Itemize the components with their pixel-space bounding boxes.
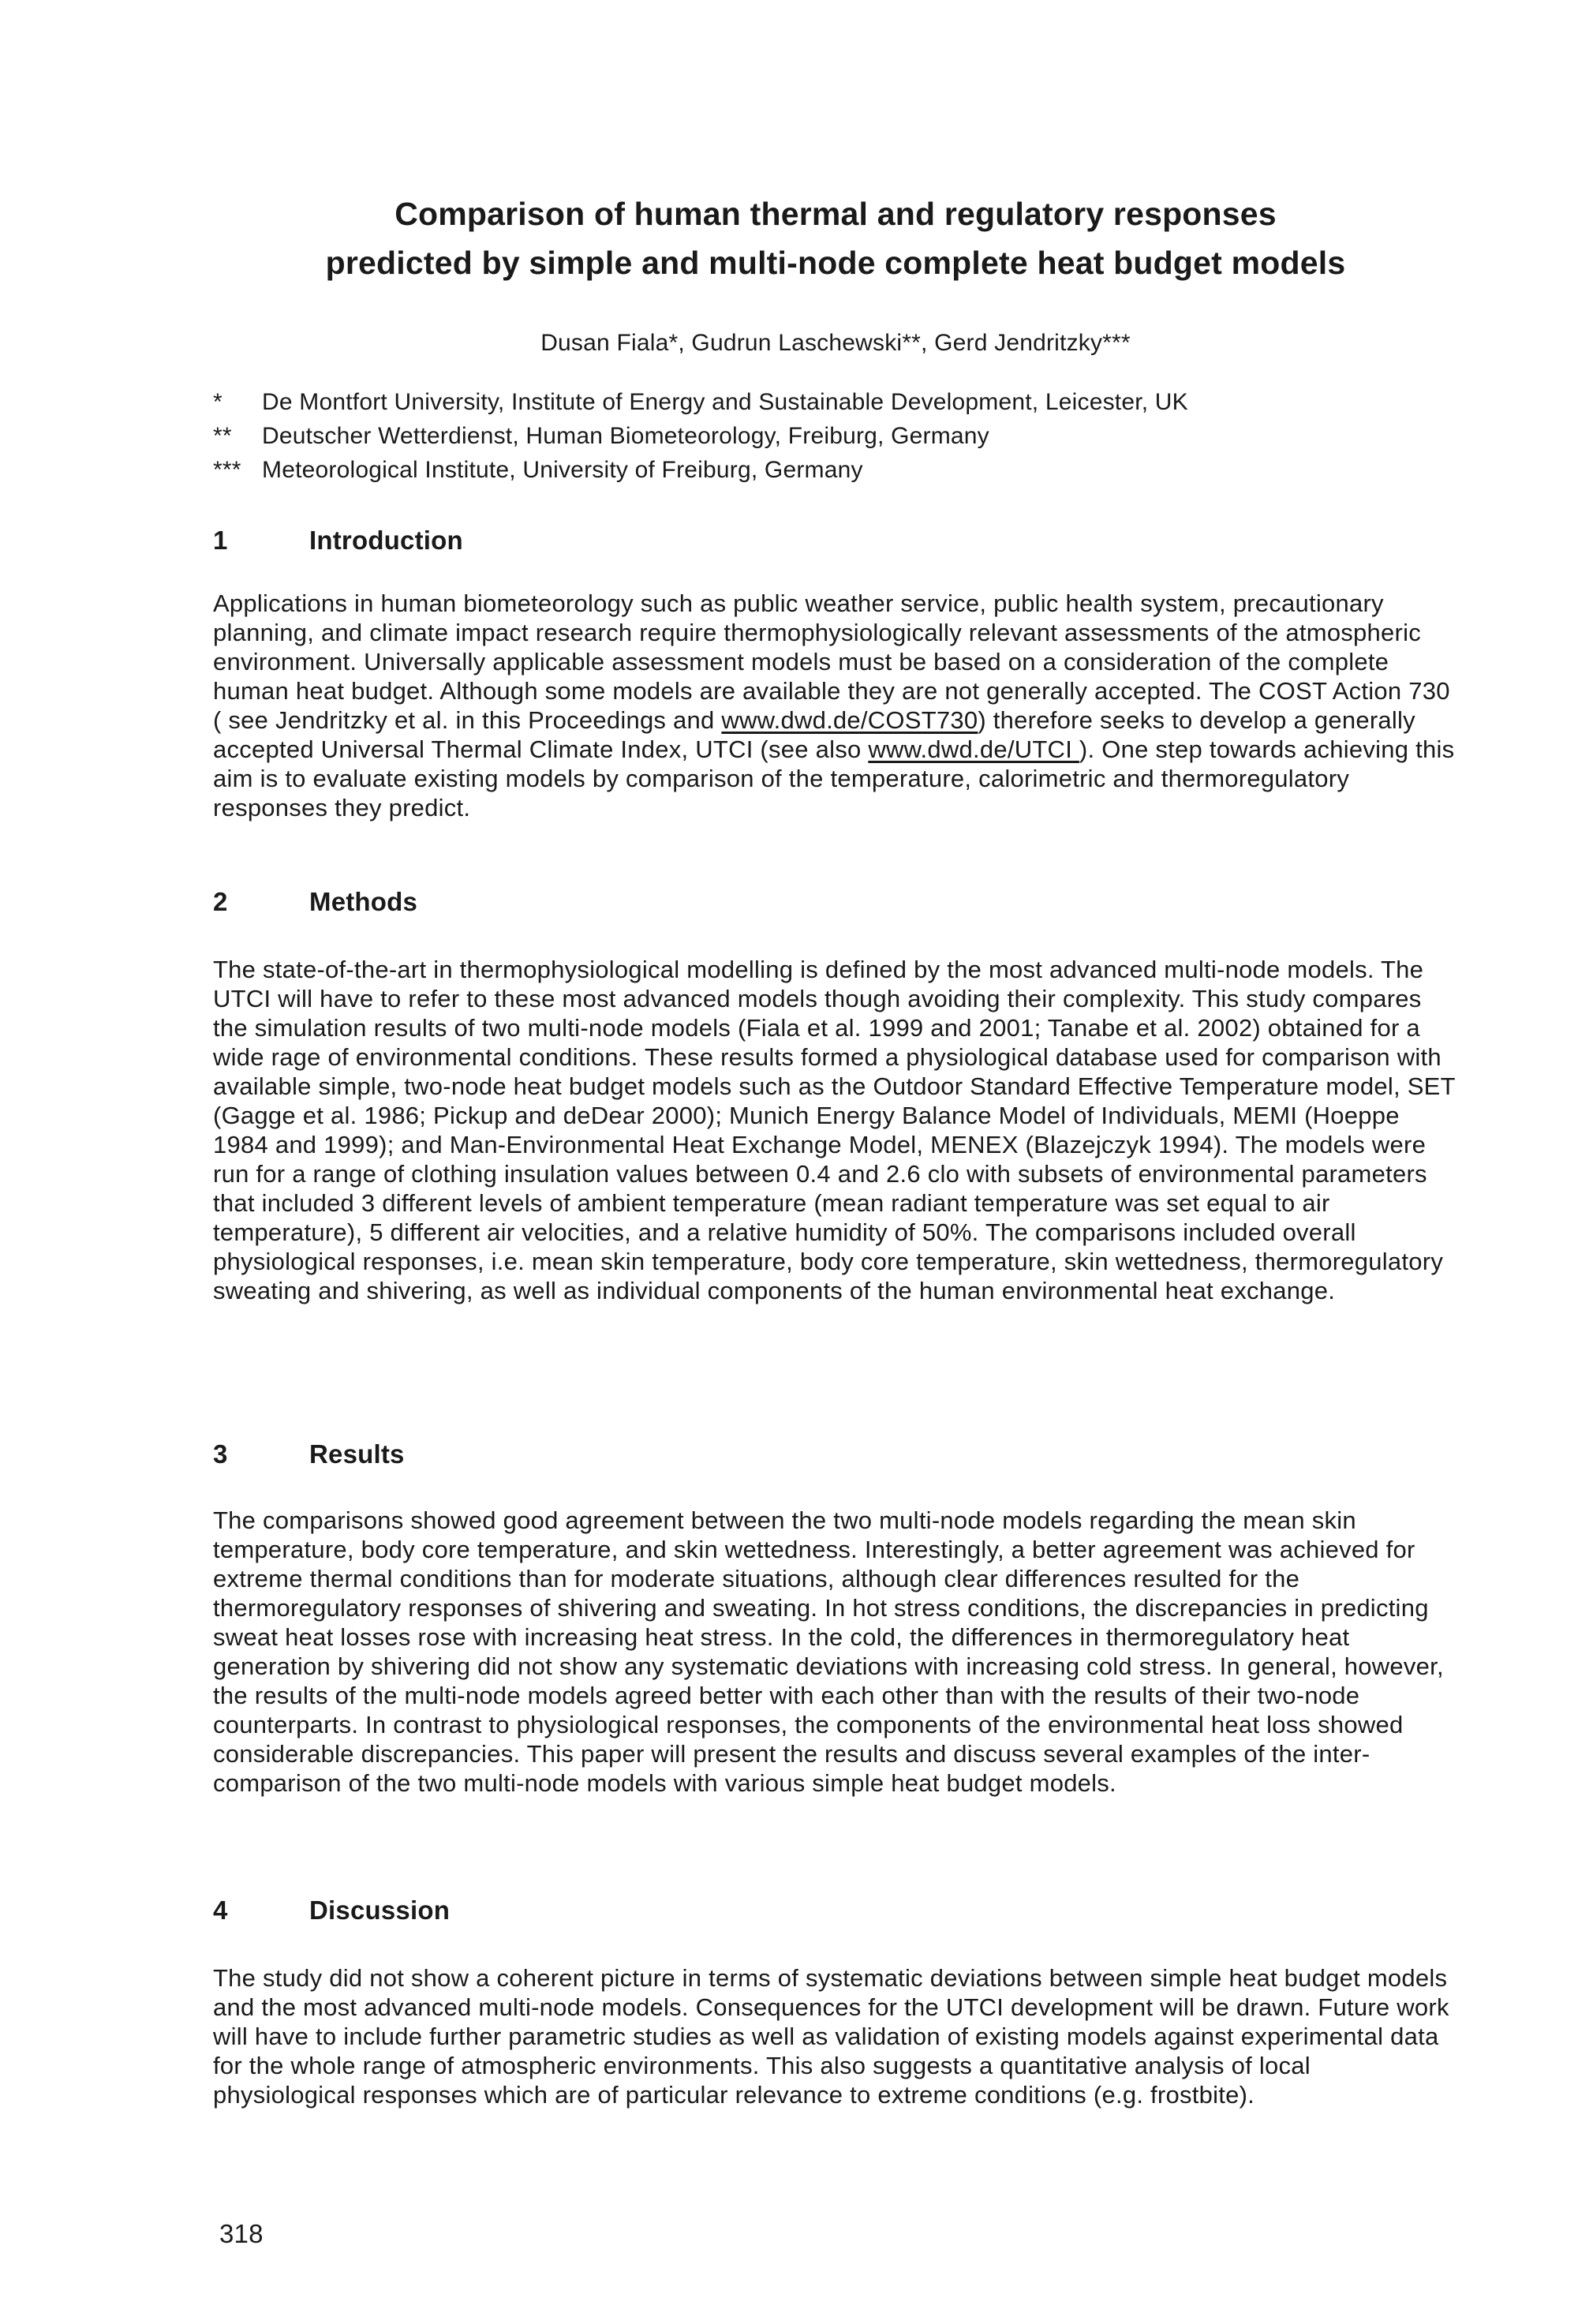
section-heading-methods [213, 885, 1458, 919]
affiliation-marker: ** [213, 423, 232, 449]
affiliation-text: Deutscher Wetterdienst, Human Biometeorology, Freiburg, Germany [262, 423, 989, 449]
affiliation-text: De Montfort University, Institute of Energy and Sustainable Development, Leicester, UK [262, 389, 1188, 415]
section-number: 3 [213, 1439, 228, 1469]
utci-link: www.dwd.de/UTCI [868, 735, 1079, 763]
affiliation-marker: *** [213, 457, 241, 483]
section-number: 1 [213, 526, 228, 555]
affiliations [213, 385, 1458, 487]
title-line-2: predicted by simple and multi-node complete heat budget models [325, 245, 1346, 281]
section-heading-results [213, 1438, 1458, 1471]
affiliation-row [213, 385, 1458, 419]
section-number: 4 [213, 1896, 228, 1925]
page-number: 318 [219, 2219, 264, 2248]
cost730-link: www.dwd.de/COST730 [721, 706, 978, 734]
affiliation-row [213, 419, 1458, 453]
section-heading-label: Discussion [309, 1896, 451, 1925]
introduction-text-part-2: ) therefore seeks to develop a generally accepted Universal Thermal Climate Index, UTCI (see also [213, 706, 1415, 763]
affiliation-marker: * [213, 389, 222, 415]
affiliation-row [213, 453, 1458, 487]
introduction-paragraph [213, 589, 1458, 822]
section-heading-introduction [213, 524, 1458, 557]
results-paragraph: The comparisons showed good agreement between the two multi-node models regarding the mean skin temperature, body core temperature, and skin wettedness. Interestingly, a better agreement was achieved for extreme thermal conditions than for moderate situations, although clear differences resulted for the thermoregulatory responses of shivering and sweating. In hot stress conditions, the discrepancies in predicting sweat heat losses rose with increasing heat stress. In the cold, the differences in thermoregulatory heat generation by shivering did not show any systematic deviations with increasing cold stress. In general, however, the results of the multi-node models agreed better with each other than with the results of their two-node counterparts. In contrast to physiological responses, the components of the environmental heat loss showed considerable discrepancies. This paper will present the results and discuss several examples of the inter-comparison of the two multi-node models with various simple heat budget models. [213, 1506, 1444, 1797]
affiliation-text: Meteorological Institute, University of Freiburg, Germany [262, 457, 863, 483]
section-heading-label: Methods [309, 887, 418, 916]
discussion-paragraph: The study did not show a coherent picture in terms of systematic deviations between simple heat budget models and the most advanced multi-node models. Consequences for the UTCI development will be drawn. Future work will have to include further parametric studies as well as validation of existing models against experimental data for the whole range of atmospheric environments. This also suggests a quantitative analysis of local physiological responses which are of particular relevance to extreme conditions (e.g. frostbite). [213, 1964, 1449, 2109]
section-heading-discussion [213, 1894, 1458, 1927]
section-heading-label: Introduction [309, 526, 463, 555]
section-heading-label: Results [309, 1439, 405, 1469]
authors-line: Dusan Fiala*, Gudrun Laschewski**, Gerd Jendritzky*** [540, 330, 1131, 356]
page-title [213, 189, 1458, 287]
section-number: 2 [213, 887, 228, 916]
introduction-text-part-3: ). One step towards achieving this aim is to evaluate existing models by comparison of the temperature, calorimetric and thermoregulatory responses they predict. [213, 735, 1455, 821]
title-line-1: Comparison of human thermal and regulatory responses [394, 196, 1277, 232]
introduction-text-part-1: Applications in human biometeorology such as public weather service, public health system, precautionary planning, and climate impact research require thermophysiologically relevant assessments of the atmospheric environment. Universally applicable assessment models must be based on a consideration of the complete human heat budget. Although some models are available they are not generally accepted. The COST Action 730 ( see Jendritzky et al. in this Proceedings and [213, 589, 1450, 734]
methods-paragraph: The state-of-the-art in thermophysiological modelling is defined by the most advanced multi-node models. The UTCI will have to refer to these most advanced models though avoiding their complexity. This study compares the simulation results of two multi-node models (Fiala et al. 1999 and 2001; Tanabe et al. 2002) obtained for a wide rage of environmental conditions. These results formed a physiological database used for comparison with available simple, two-node heat budget models such as the Outdoor Standard Effective Temperature model, SET (Gagge et al. 1986; Pickup and deDear 2000); Munich Energy Balance Model of Individuals, MEMI (Hoeppe 1984 and 1999); and Man-Environmental Heat Exchange Model, MENEX (Blazejczyk 1994). The models were run for a range of clothing insulation values between 0.4 and 2.6 clo with subsets of environmental parameters that included 3 different levels of ambient temperature (mean radiant temperature was set equal to air temperature), 5 different air velocities, and a relative humidity of 50%. The comparisons included overall physiological responses, i.e. mean skin temperature, body core temperature, skin wettedness, thermoregulatory sweating and shivering, as well as individual components of the human environmental heat exchange. [213, 956, 1456, 1304]
